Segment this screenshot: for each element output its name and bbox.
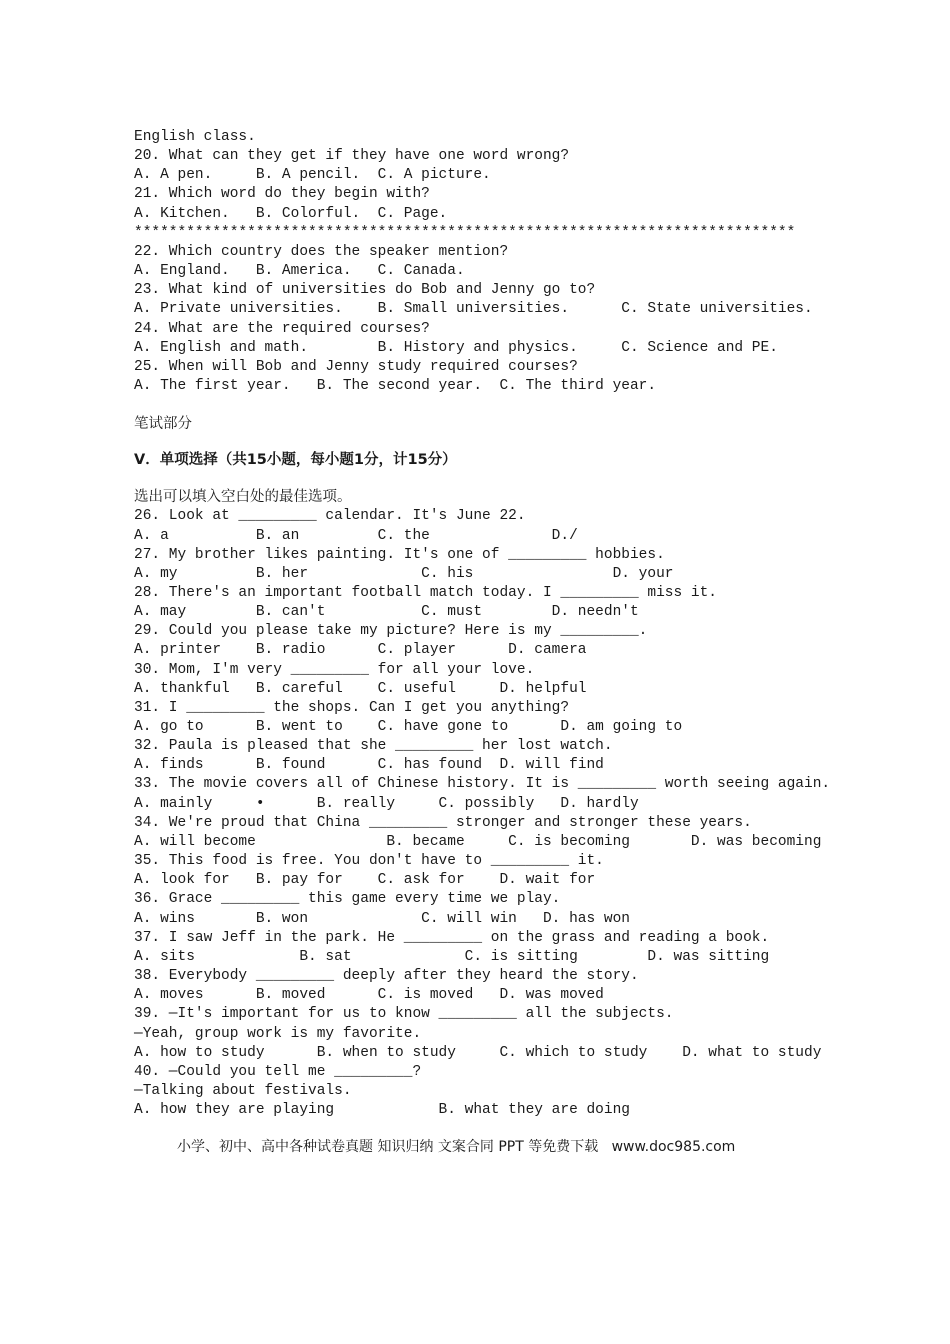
divider-stars: ****************************************************************************: [134, 225, 796, 241]
question-22: 22. Which country does the speaker mention?: [134, 244, 509, 260]
instruction: 选出可以填入空白处的最佳选项。: [134, 489, 352, 505]
dialogue-39: —Yeah, group work is my favorite.: [134, 1026, 422, 1042]
options-29: A. printer B. radio C. player D. camera: [134, 642, 587, 658]
question-38: 38. Everybody _________ deeply after they heard the story.: [134, 968, 639, 984]
question-27: 27. My brother likes painting. It's one of _________ hobbies.: [134, 547, 665, 563]
options-35: A. look for B. pay for C. ask for D. wait for: [134, 872, 596, 888]
question-20: 20. What can they get if they have one word wrong?: [134, 148, 570, 164]
options-32: A. finds B. found C. has found D. will find: [134, 757, 604, 773]
question-24: 24. What are the required courses?: [134, 321, 430, 337]
options-36: A. wins B. won C. will win D. has won: [134, 911, 630, 927]
options-31: A. go to B. went to C. have gone to D. am going to: [134, 719, 683, 735]
question-30: 30. Mom, I'm very _________ for all your love.: [134, 662, 535, 678]
options-26: A. a B. an C. the D./: [134, 528, 578, 544]
options-37: A. sits B. sat C. is sitting D. was sitting: [134, 949, 770, 965]
question-32: 32. Paula is pleased that she _________ her lost watch.: [134, 738, 613, 754]
question-39: 39. —It's important for us to know _________ all the subjects.: [134, 1006, 674, 1022]
question-33: 33. The movie covers all of Chinese history. It is _________ worth seeing again.: [134, 776, 831, 792]
options-22: A. England. B. America. C. Canada.: [134, 263, 465, 279]
options-30: A. thankful B. careful C. useful D. helpful: [134, 681, 587, 697]
question-23: 23. What kind of universities do Bob and Jenny go to?: [134, 282, 596, 298]
options-24: A. English and math. B. History and physics. C. Science and PE.: [134, 340, 778, 356]
options-33: A. mainly • B. really C. possibly D. hardly: [134, 796, 639, 812]
question-29: 29. Could you please take my picture? Here is my _________.: [134, 623, 648, 639]
text-line: English class.: [134, 129, 256, 145]
section-title: V．单项选择（共15小题，每小题1分，计15分）: [134, 452, 457, 468]
question-25: 25. When will Bob and Jenny study required courses?: [134, 359, 578, 375]
options-38: A. moves B. moved C. is moved D. was moved: [134, 987, 604, 1003]
options-34: A. will become B. became C. is becoming D. was becoming: [134, 834, 822, 850]
question-40: 40. —Could you tell me _________?: [134, 1064, 422, 1080]
options-20: A. A pen. B. A pencil. C. A picture.: [134, 167, 491, 183]
page-footer: 小学、初中、高中各种试卷真题 知识归纳 文案合同 PPT 等免费下载 www.doc985.com: [177, 1139, 736, 1155]
question-31: 31. I _________ the shops. Can I get you anything?: [134, 700, 570, 716]
question-28: 28. There's an important football match today. I _________ miss it.: [134, 585, 717, 601]
question-21: 21. Which word do they begin with?: [134, 186, 430, 202]
written-part-title: 笔试部分: [134, 416, 192, 432]
options-39: A. how to study B. when to study C. which to study D. what to study: [134, 1045, 822, 1061]
options-25: A. The first year. B. The second year. C. The third year.: [134, 378, 657, 394]
options-27: A. my B. her C. his D. your: [134, 566, 674, 582]
dialogue-40: —Talking about festivals.: [134, 1083, 352, 1099]
options-21: A. Kitchen. B. Colorful. C. Page.: [134, 206, 448, 222]
options-28: A. may B. can't C. must D. needn't: [134, 604, 639, 620]
question-37: 37. I saw Jeff in the park. He _________ on the grass and reading a book.: [134, 930, 770, 946]
options-40: A. how they are playing B. what they are doing: [134, 1102, 630, 1118]
question-34: 34. We're proud that China _________ stronger and stronger these years.: [134, 815, 752, 831]
question-35: 35. This food is free. You don't have to _________ it.: [134, 853, 604, 869]
options-23: A. Private universities. B. Small universities. C. State universities.: [134, 301, 813, 317]
question-36: 36. Grace _________ this game every time we play.: [134, 891, 561, 907]
question-26: 26. Look at _________ calendar. It's June 22.: [134, 508, 526, 524]
